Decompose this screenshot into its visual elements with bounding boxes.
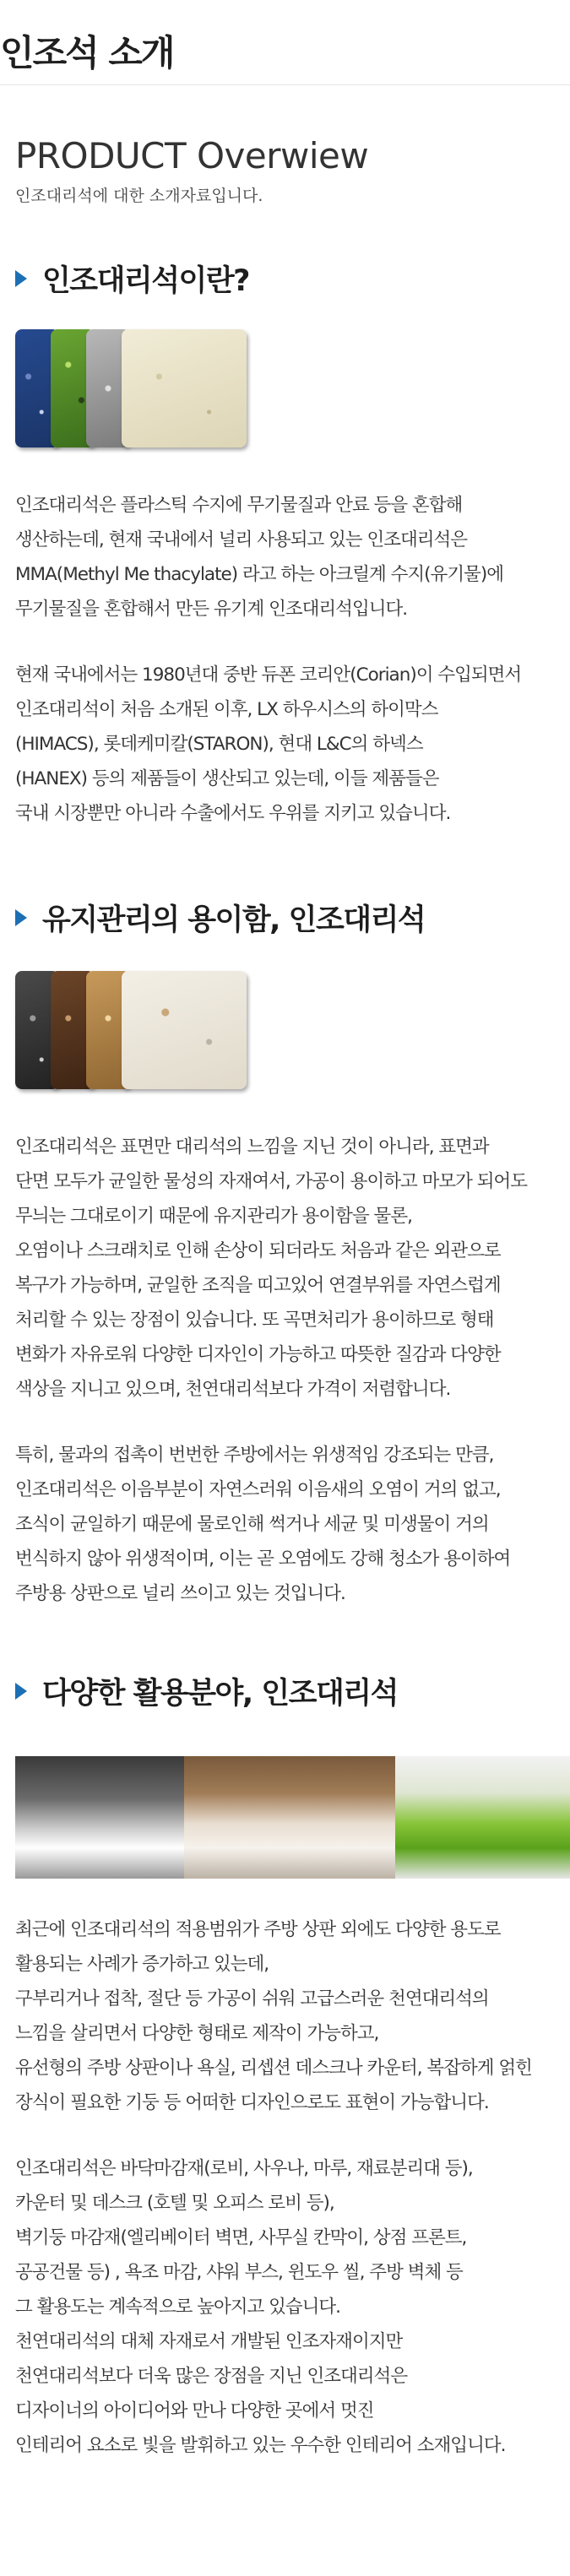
section-text-maintenance — [15, 1130, 564, 1611]
text-line: 주방용 상판으로 널리 쓰이고 있는 것입니다. — [15, 1583, 345, 1604]
text-line: 무기물질을 혼합해서 만든 유기계 인조대리석입니다. — [15, 599, 408, 620]
text-line: 천연대리석보다 더욱 많은 장점을 지닌 인조대리석은 — [15, 2366, 408, 2387]
text-line: 국내 시장뿐만 아니라 수출에서도 우위를 지키고 있습니다. — [15, 803, 451, 824]
paragraph-gap — [15, 1407, 564, 1438]
text-line: (HANEX) 등의 제품들이 생산되고 있는데, 이들 제품들은 — [15, 768, 439, 789]
paragraph-gap — [15, 626, 564, 658]
page-header — [0, 0, 570, 85]
interior-photo-lobby — [15, 1756, 184, 1879]
overview-subtitle: 인조대리석에 대한 소개자료입니다. — [15, 187, 263, 205]
section-title-applications: 다양한 활용분야, 인조대리석 — [15, 1674, 398, 1708]
text-line: 복구가 가능하며, 균일한 조직을 띠고있어 연결부위를 자연스럽게 — [15, 1275, 501, 1296]
text-line: 디자이너의 아이디어와 만나 다양한 곳에서 멋진 — [15, 2400, 374, 2421]
text-line: 변화가 자유로워 다양한 디자인이 가능하고 따뜻한 질감과 다양한 — [15, 1344, 501, 1365]
text-line: 활용되는 사례가 증가하고 있는데, — [15, 1954, 269, 1975]
section-bullet-icon — [15, 270, 27, 287]
text-line: 최근에 인조대리석의 적용범위가 주방 상판 외에도 다양한 용도로 — [15, 1919, 501, 1940]
section-bullet-icon — [15, 909, 27, 926]
page-title: 인조석 소개 — [0, 32, 174, 73]
slab-cream — [122, 329, 247, 447]
text-line: 인조대리석은 표면만 대리석의 느낌을 지닌 것이 아니라, 표면과 — [15, 1136, 489, 1158]
text-line: 인조대리석은 플라스틱 수지에 무기물질과 안료 등을 혼합해 — [15, 495, 463, 516]
text-line: 벽기둥 마감재(엘리베이터 벽면, 사무실 칸막이, 상점 프론트, — [15, 2227, 467, 2248]
text-line: 번식하지 않아 위생적이며, 이는 곧 오염에도 강해 청소가 용이하여 — [15, 1548, 511, 1570]
product-overview — [15, 135, 368, 206]
interior-photos-strip — [15, 1756, 570, 1879]
text-line: 인조대리석은 이음부분이 자연스러워 이음새의 오염이 거의 없고, — [15, 1479, 501, 1500]
text-line: 특히, 물과의 접촉이 번번한 주방에서는 위생적임 강조되는 만큼, — [15, 1445, 494, 1466]
text-line: 무늬는 그대로이기 때문에 유지관리가 용이함을 물론, — [15, 1206, 412, 1227]
section-title-maintenance: 유지관리의 용이함, 인조대리석 — [15, 901, 425, 935]
text-line: 인테리어 요소로 빛을 발휘하고 있는 우수한 인테리어 소재입니다. — [15, 2435, 506, 2456]
text-line: 장식이 필요한 기둥 등 어떠한 디자인으로도 표현이 가능합니다. — [15, 2092, 489, 2113]
text-line: MMA(Methyl Me thacylate) 라고 하는 아크릴계 수지(유기물)에 — [15, 564, 504, 585]
overview-heading: PRODUCT Overwiew — [15, 135, 369, 176]
text-line: 그 활용도는 계속적으로 높아지고 있습니다. — [15, 2297, 341, 2318]
text-line: 처리할 수 있는 장점이 있습니다. 또 곡면처리가 용이하므로 형태 — [15, 1310, 494, 1331]
text-line: 구부리거나 접착, 절단 등 가공이 쉬워 고급스러운 천연대리석의 — [15, 1988, 489, 2009]
section-bullet-icon — [15, 1683, 27, 1700]
text-line: 공공건물 등) , 욕조 마감, 샤워 부스, 윈도우 씰, 주방 벽체 등 — [15, 2262, 463, 2283]
interior-photo-kitchen — [395, 1756, 570, 1879]
text-line: 단면 모두가 균일한 물성의 자재여서, 가공이 용이하고 마모가 되어도 — [15, 1171, 528, 1192]
text-line: 천연대리석의 대체 자재로서 개발된 인조자재이지만 — [15, 2331, 403, 2352]
text-line: 생산하는데, 현재 국내에서 널리 사용되고 있는 인조대리석은 — [15, 529, 468, 550]
section-title-what-is: 인조대리석이란? — [15, 262, 249, 296]
text-line: 오염이나 스크래치로 인해 손상이 되더라도 처음과 같은 외관으로 — [15, 1240, 501, 1261]
text-line: 인조대리석이 처음 소개된 이후, LX 하우시스의 하이막스 — [15, 699, 438, 720]
text-line: 인조대리석은 바닥마감재(로비, 사우나, 마루, 재료분리대 등), — [15, 2158, 473, 2179]
section-text-what-is — [15, 488, 564, 831]
section-text-applications — [15, 1912, 564, 2463]
paragraph-gap — [15, 2120, 564, 2151]
text-line: 유선형의 주방 상판이나 욕실, 리셉션 데스크나 카운터, 복잡하게 얽힌 — [15, 2058, 532, 2079]
text-line: 카운터 및 데스크 (호텔 및 오피스 로비 등), — [15, 2193, 334, 2214]
slab-beige — [122, 971, 247, 1089]
text-line: (HIMACS), 롯데케미칼(STARON), 현대 L&C의 하넥스 — [15, 734, 423, 755]
text-line: 색상을 지니고 있으며, 천연대리석보다 가격이 저렴합니다. — [15, 1379, 451, 1400]
text-line: 조식이 균일하기 때문에 물로인해 썩거나 세균 및 미생물이 거의 — [15, 1514, 489, 1535]
text-line: 현재 국내에서는 1980년대 중반 듀폰 코리안(Corian)이 수입되면서 — [15, 664, 522, 686]
interior-photo-hall — [184, 1756, 395, 1879]
text-line: 느낌을 살리면서 다양한 형태로 제작이 가능하고, — [15, 2023, 379, 2044]
slab-samples-image-1 — [15, 329, 238, 447]
slab-samples-image-2 — [15, 971, 238, 1089]
